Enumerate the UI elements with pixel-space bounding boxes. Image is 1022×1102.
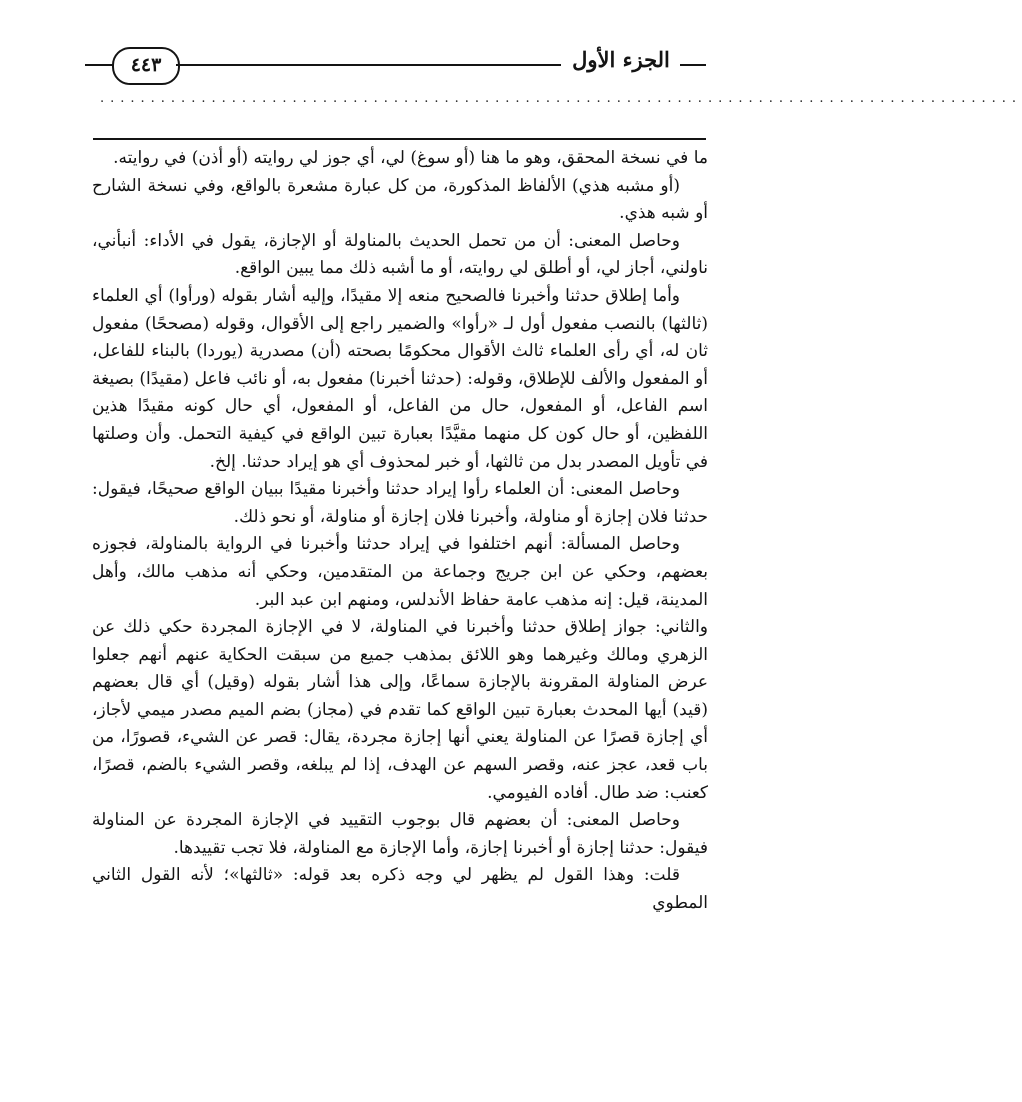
- paragraph: وحاصل المسألة: أنهم اختلفوا في إيراد حدثنا وأخبرنا في الرواية بالمناولة، فجوزه بعضهم، وحكي عن ابن جريج وجماعة من المتقدمين، وحكي أنه مذهب مالك، وأهل المدينة، قيل: إنه مذهب عامة حفاظ الأندلس، ومنهم ابن عبد البر.: [92, 534, 708, 610]
- paragraph: وحاصل المعنى: أن بعضهم قال بوجوب التقييد في الإجازة المجردة عن المناولة فيقول: حدثنا إجازة أو أخبرنا إجازة، وأما الإجازة مع المناولة، فلا تجب تقييدها.: [92, 810, 708, 858]
- header-rule-left: [85, 64, 113, 66]
- paragraph: وحاصل المعنى: أن العلماء رأوا إيراد حدثنا وأخبرنا مقيدًا ببيان الواقع صحيحًا، فيقول: حدثنا فلان إجازة أو مناولة، وأخبرنا فلان إجازة أو مناولة، أو نحو ذلك.: [92, 479, 708, 527]
- page-number: ٤٤٣: [112, 47, 180, 85]
- paragraph: (أو مشبه هذي) الألفاظ المذكورة، من كل عبارة مشعرة بالواقع، وفي نسخة الشارح أو شبه هذي.: [92, 175, 708, 224]
- paragraph: ما في نسخة المحقق، وهو ما هنا (أو سوغ) لي، أي جوز لي روايته (أو أذن) في روايته.: [113, 148, 708, 168]
- dotted-separator: ...........................................................................................: [100, 91, 1022, 106]
- text-top-rule: [93, 138, 706, 140]
- paragraph: والثاني: جواز إطلاق حدثنا وأخبرنا في المناولة، لا في الإجازة المجردة حكي ذلك عن الزهري ومالك وغيرهما وهو اللائق بمذهب جميع من سبقت الحكاية عنهم أنهم جعلوا عرض المناولة المقرونة بالإجازة سماعًا، وإلى هذا أشار بقوله (وقيل) أي قال بعضهم (قيد) أيها المحدث بعبارة تبين الواقع كما تقدم في (مجاز) بضم الميم مصدر ميمي لأجاز، أي إجازة قصرًا عن المناولة يعني أنها إجازة مجردة، يقال: قصر عن الشيء، قصورًا، من باب قعد، عجز عنه، وقصر السهم عن الهدف، إذا لم يبلغه، وقصر الشيء بالضم، قصرًا، كعنب: ضد طال. أفاده الفيومي.: [92, 617, 708, 803]
- page-body: [92, 145, 708, 1095]
- paragraph: قلت: وهذا القول لم يظهر لي وجه ذكره بعد قوله: «ثالثها»؛ لأنه القول الثاني المطوي: [92, 865, 708, 914]
- paragraph: وأما إطلاق حدثنا وأخبرنا فالصحيح منعه إلا مقيدًا، وإليه أشار بقوله (ورأوا) أي العلماء (ثالثها) بالنصب مفعول أول لـ «رأوا» والضمير راجع إلى الأقوال، وقوله (مصححًا) مفعول ثان له، أي رأى العلماء ثالث الأقوال محكومًا بصحته (أن) مصدرية (يوردا) بالبناء للفاعل، أو المفعول والألف للإطلاق، وقوله: (حدثنا أخبرنا) مفعول به، أو نائب فاعل (مقيدًا) بصيغة اسم الفاعل، أو المفعول، حال من الفاعل، أو المفعول، أي حال كونه مقيدًا هذين اللفظين، أو حال كون كل منهما مقيَّدًا بعبارة تبين الواقع في كيفية التحمل. وأن وصلتها في تأويل المصدر بدل من ثالثها، أو خبر لمحذوف أي هو إيراد حدثنا. إلخ.: [92, 285, 708, 472]
- header-rule-right: [680, 64, 706, 66]
- paragraph: وحاصل المعنى: أن من تحمل الحديث بالمناولة أو الإجازة، يقول في الأداء: أنبأني، ناولني، أجاز لي، أو أطلق لي روايته، أو ما أشبه ذلك مما يبين الواقع.: [92, 230, 708, 279]
- header-rule-middle: [176, 64, 561, 66]
- running-title: الجزء الأول: [572, 47, 670, 72]
- page-header: [0, 0, 1022, 110]
